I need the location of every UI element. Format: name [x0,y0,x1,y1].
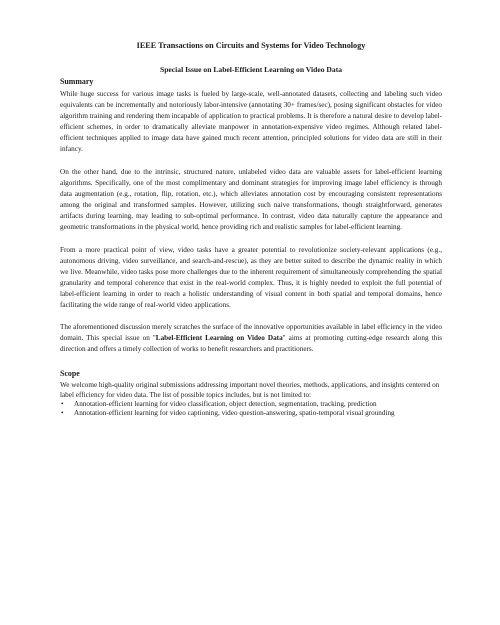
scope-heading: Scope [60,369,80,379]
summary-heading: Summary [60,77,94,86]
special-issue-name: Label-Efficient Learning on Video Data [155,334,283,343]
topic-list [60,400,442,418]
topic-item [60,400,442,409]
topic-text: Annotation-efficient learning for video classification, object detection, segmentation, tracking, prediction [74,399,377,408]
summary-paragraph-4 [60,322,442,355]
bullet-icon: • [61,399,64,408]
summary-paragraph-4-start: The aforementioned discussion merely scratches the surface of the innovative opportunities available in label efficiency in the video domain. This special issue on " [60,323,442,343]
document-page [60,40,442,418]
special-issue-title: Special Issue on Label-Efficient Learning on Video Data [159,65,343,74]
summary-paragraph-2: On the other hand, due to the intrinsic, structured nature, unlabeled video data are valuable assets for label-efficient learning algorithms. Specifically, one of the most complimentary and dominant strategies for improving image label efficiency is through data augmentation (e.g., rotation, flip, rotation, etc.), which alleviates annotation cost by encouraging consistent representations among the original and transformed samples. However, utilizing such naive transformations, though straightforward, generates artifacts during learning, may leading to sub-optimal performance. In contrast, video data naturally capture the appearance and geometric transformations in the physical world, hence providing rich and realistic samples for label-efficient learning. [60,167,442,232]
summary-paragraph-4-end: " aims at promoting cutting-edge research along this direction and offers a timely collection of works to benefit researchers and practitioners. [60,334,442,354]
summary-paragraph-1: While huge success for various image tasks is fueled by large-scale, well-annotated datasets, collecting and labeling such video equivalents can be incrementally and notoriously labor-intensive (annotating 30+ frames/sec), posing significant obstacles for video algorithm training and rendering them incapable of application to practical problems. It is therefore a natural desire to develop label-efficient schemes, in order to dramatically alleviate manpower in annotation-expensive video regimes. Although related label-efficient techniques applied to image data have gained much recent attention, principled solutions for video data are still in their infancy. [60,90,442,154]
topic-item [60,409,442,418]
journal-title: IEEE Transactions on Circuits and Systems for Video Technology [136,41,366,50]
scope-intro: We welcome high-quality original submissions addressing important novel theories, methods, applications, and insights centered on label efficiency for video data. The list of possible topics includes, but is not limited to: [60,381,440,399]
bullet-icon: • [61,409,64,418]
summary-paragraph-3: From a more practical point of view, video tasks have a greater potential to revolutionize society-relevant applications (e.g., autonomous driving, video surveillance, and search-and-rescue), as they are better suited to describe the dynamic reality in which we live. Meanwhile, video tasks pose more challenges due to the inherent requirement of simultaneously comprehending the spatial granularity and temporal coherence that exist in the real-world complex. Thus, it is highly needed to exploit the full potential of label-efficient learning in order to reach a holistic understanding of visual content in both spatial and temporal domains, hence facilitating the wide range of real-world video applications. [60,245,442,309]
topic-text: Annotation-efficient learning for video captioning, video question-answering, spatio-temporal visual grounding [74,409,395,418]
